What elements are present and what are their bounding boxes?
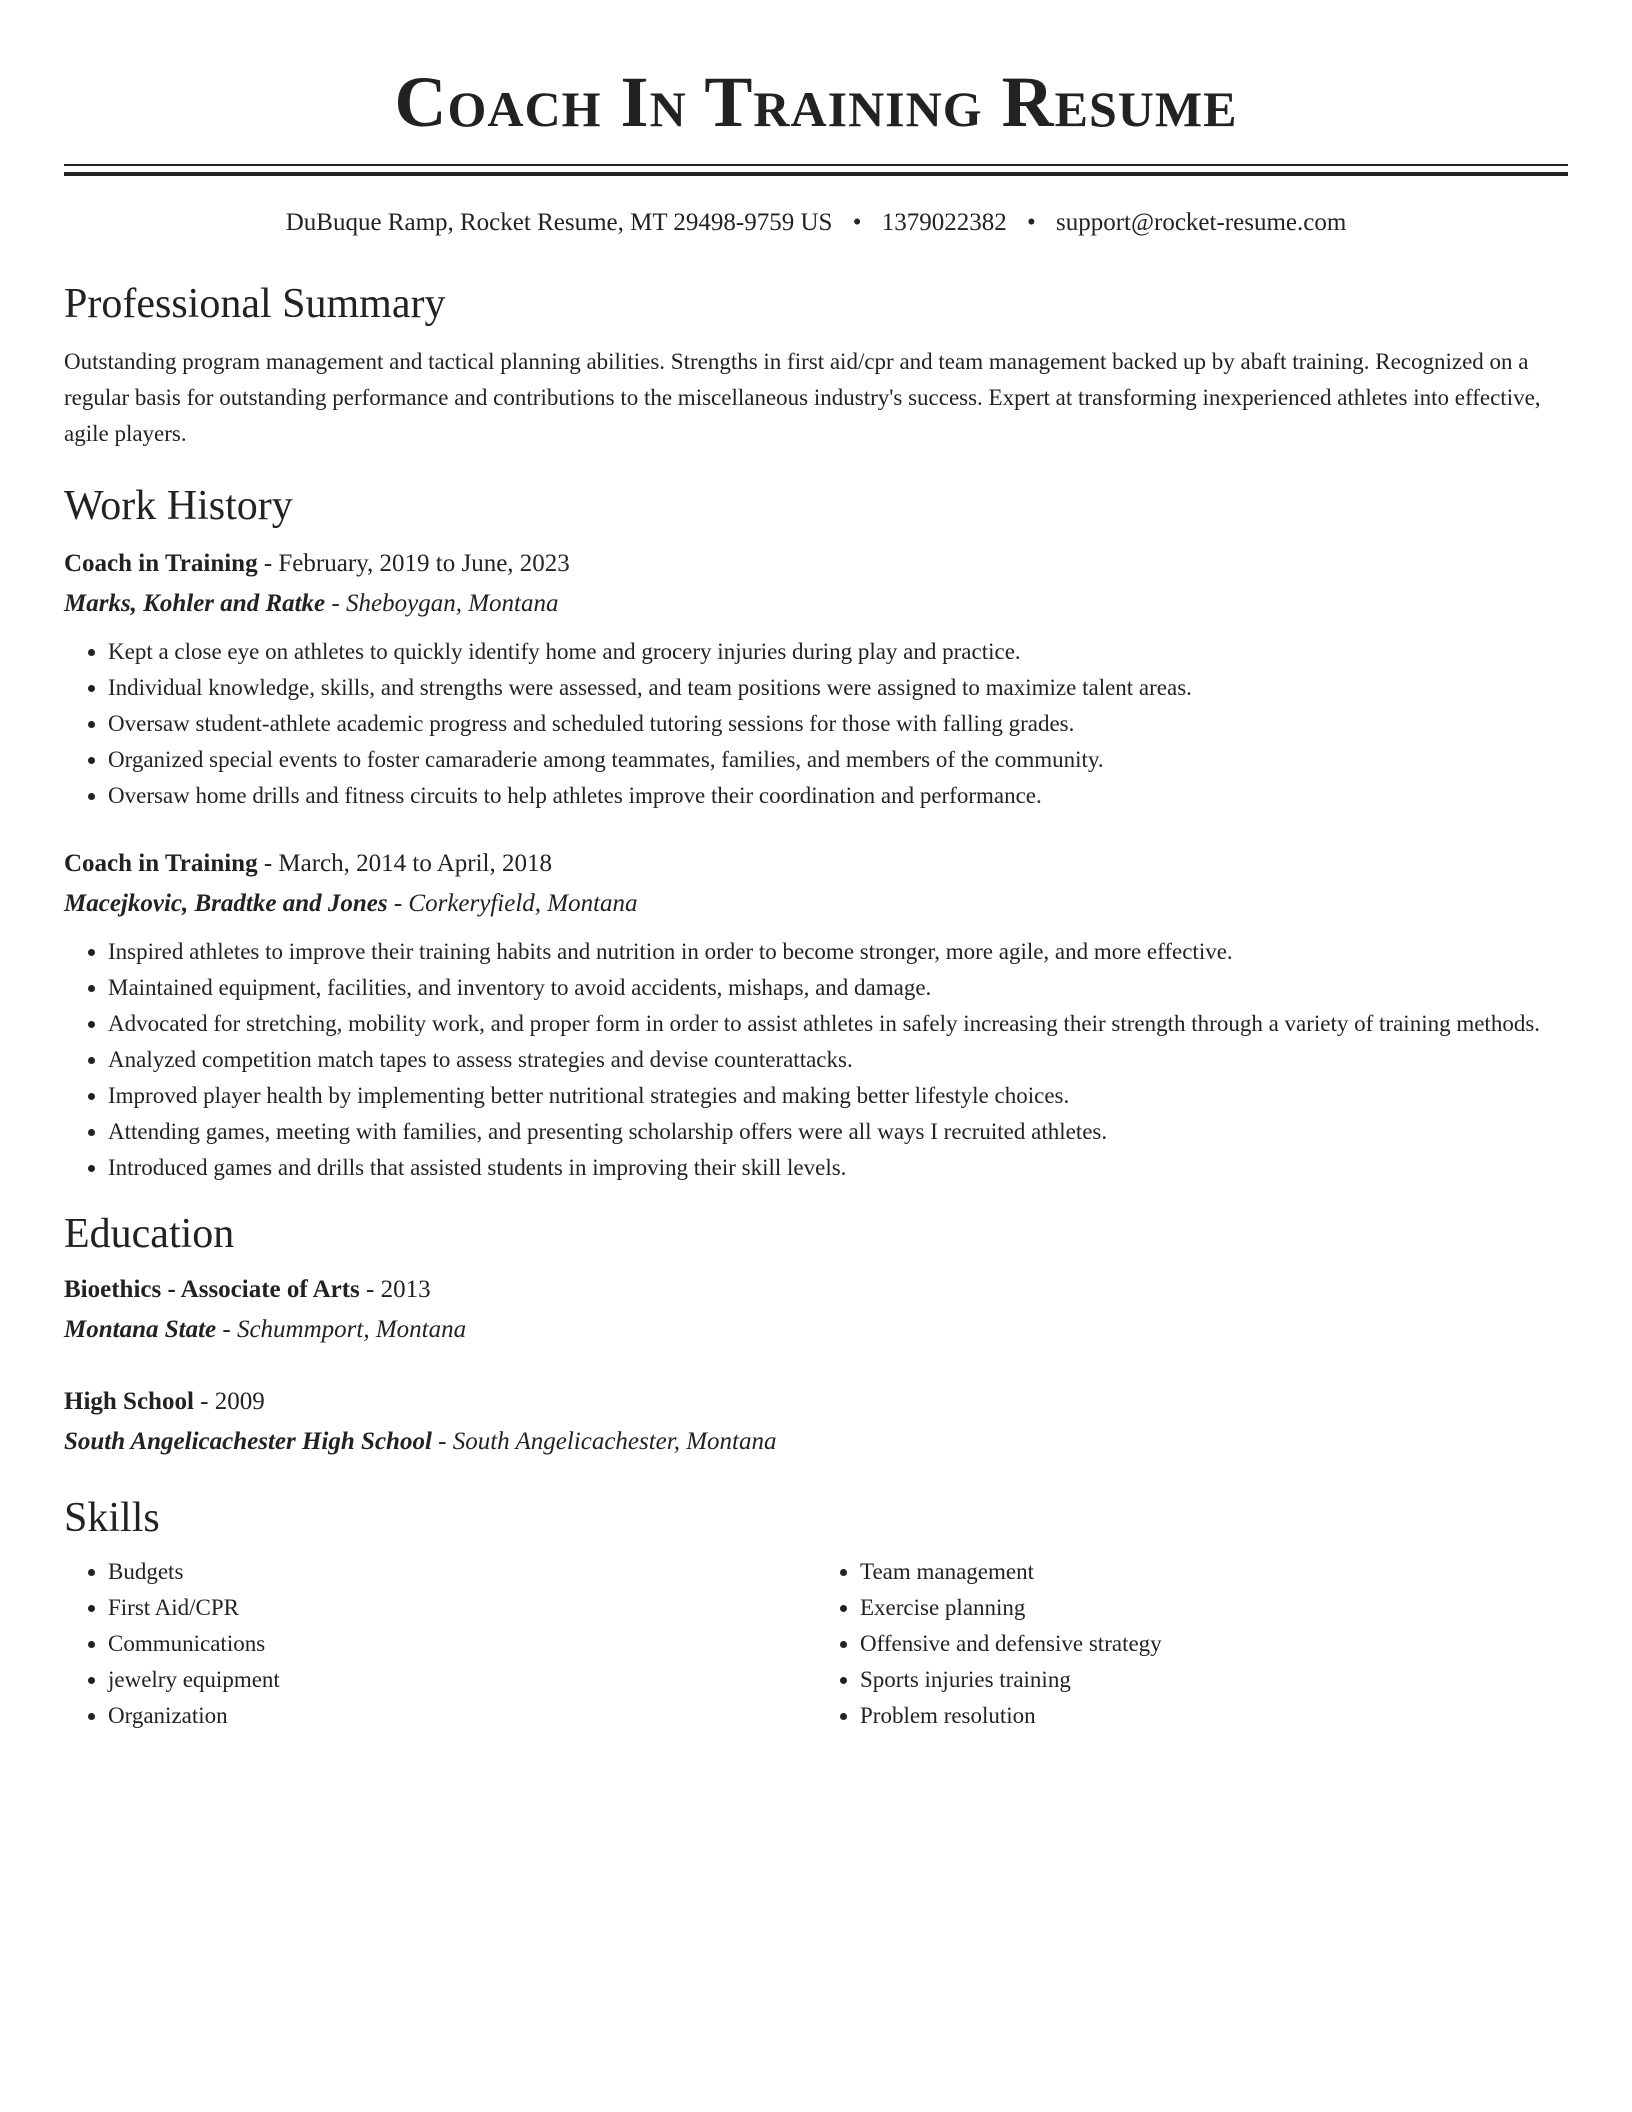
education-school: Montana State	[64, 1316, 217, 1343]
job-dates: - March, 2014 to April, 2018	[257, 850, 552, 877]
skill-item: • Communications	[108, 1626, 816, 1662]
job-entry	[64, 844, 1568, 1186]
section-heading-summary: Professional Summary	[64, 281, 446, 327]
job-entry	[64, 544, 1568, 814]
skills-list-right	[816, 1554, 1568, 1734]
skill-item: • Team management	[860, 1554, 1568, 1590]
job-bullet: • Organized special events to foster camaraderie among teammates, families, and members of the community.	[108, 742, 1568, 778]
job-bullet: • Introduced games and drills that assisted students in improving their skill levels.	[108, 1150, 1568, 1186]
job-bullet-list	[64, 634, 1568, 814]
job-bullet: • Oversaw home drills and fitness circuits to help athletes improve their coordination and performance.	[108, 778, 1568, 814]
job-title: Coach in Training	[64, 550, 258, 577]
education-degree-line	[64, 1382, 1568, 1422]
page-title: Coach In Training Resume	[394, 62, 1238, 142]
job-company-line	[64, 584, 1568, 624]
job-bullet: • Attending games, meeting with families, and presenting scholarship offers were all ways I recruited athletes.	[108, 1114, 1568, 1150]
summary-text: Outstanding program management and tactical planning abilities. Strengths in first aid/cpr and team management backed up by abaft training. Recognized on a regular basis for outstanding performance and contributions to the miscellaneous industry's success. Expert at transforming inexperienced athletes into effective, agile players.	[64, 349, 1541, 446]
job-bullet: • Advocated for stretching, mobility work, and proper form in order to assist athletes in safely increasing their strength through a variety of training methods.	[108, 1006, 1568, 1042]
job-bullet: • Improved player health by implementing better nutritional strategies and making better lifestyle choices.	[108, 1078, 1568, 1114]
skill-item: • First Aid/CPR	[108, 1590, 816, 1626]
skill-item: • jewelry equipment	[108, 1662, 816, 1698]
section-heading-work-history: Work History	[64, 483, 293, 529]
skill-item: • Exercise planning	[860, 1590, 1568, 1626]
education-degree: High School	[64, 1388, 194, 1415]
job-title-line	[64, 844, 1568, 884]
skill-item: • Budgets	[108, 1554, 816, 1590]
skill-item: • Offensive and defensive strategy	[860, 1626, 1568, 1662]
job-bullet: • Oversaw student-athlete academic progress and scheduled tutoring sessions for those with falling grades.	[108, 706, 1568, 742]
skill-item: • Sports injuries training	[860, 1662, 1568, 1698]
job-company-line	[64, 884, 1568, 924]
skill-item: • Problem resolution	[860, 1698, 1568, 1734]
skills-columns	[64, 1554, 1568, 1734]
job-title: Coach in Training	[64, 850, 258, 877]
contact-email: support@rocket-resume.com	[1055, 209, 1347, 236]
skills-list-left	[64, 1554, 816, 1734]
contact-separator: •	[1026, 209, 1036, 236]
education-location: - Schummport, Montana	[216, 1316, 467, 1343]
education-year: - 2013	[359, 1276, 431, 1303]
job-company: Marks, Kohler and Ratke	[64, 590, 326, 617]
section-heading-skills: Skills	[64, 1495, 160, 1541]
job-dates: - February, 2019 to June, 2023	[257, 550, 570, 577]
education-degree: Bioethics - Associate of Arts	[64, 1276, 360, 1303]
contact-separator: •	[852, 209, 862, 236]
education-school-line	[64, 1422, 1568, 1462]
education-school-line	[64, 1310, 1568, 1350]
title-divider	[64, 164, 1568, 176]
contact-phone: 1379022382	[881, 209, 1007, 236]
skill-item: • Organization	[108, 1698, 816, 1734]
job-location: - Sheboygan, Montana	[325, 590, 559, 617]
education-location: - South Angelicachester, Montana	[431, 1428, 777, 1455]
job-bullet: • Analyzed competition match tapes to assess strategies and devise counterattacks.	[108, 1042, 1568, 1078]
contact-address: DuBuque Ramp, Rocket Resume, MT 29498-9759 US	[285, 209, 833, 236]
education-entry	[64, 1270, 1568, 1350]
job-bullet-list	[64, 934, 1568, 1186]
education-entry	[64, 1382, 1568, 1462]
education-degree-line	[64, 1270, 1568, 1310]
education-school: South Angelicachester High School	[64, 1428, 432, 1455]
education-year: - 2009	[193, 1388, 265, 1415]
job-bullet: • Individual knowledge, skills, and strengths were assessed, and team positions were assigned to maximize talent areas.	[108, 670, 1568, 706]
job-title-line	[64, 544, 1568, 584]
section-heading-education: Education	[64, 1211, 235, 1257]
job-bullet: • Kept a close eye on athletes to quickly identify home and grocery injuries during play and practice.	[108, 634, 1568, 670]
job-company: Macejkovic, Bradtke and Jones	[64, 890, 388, 917]
job-location: - Corkeryfield, Montana	[387, 890, 638, 917]
job-bullet: • Inspired athletes to improve their training habits and nutrition in order to become stronger, more agile, and more effective.	[108, 934, 1568, 970]
job-bullet: • Maintained equipment, facilities, and inventory to avoid accidents, mishaps, and damage.	[108, 970, 1568, 1006]
contact-line	[64, 206, 1568, 240]
